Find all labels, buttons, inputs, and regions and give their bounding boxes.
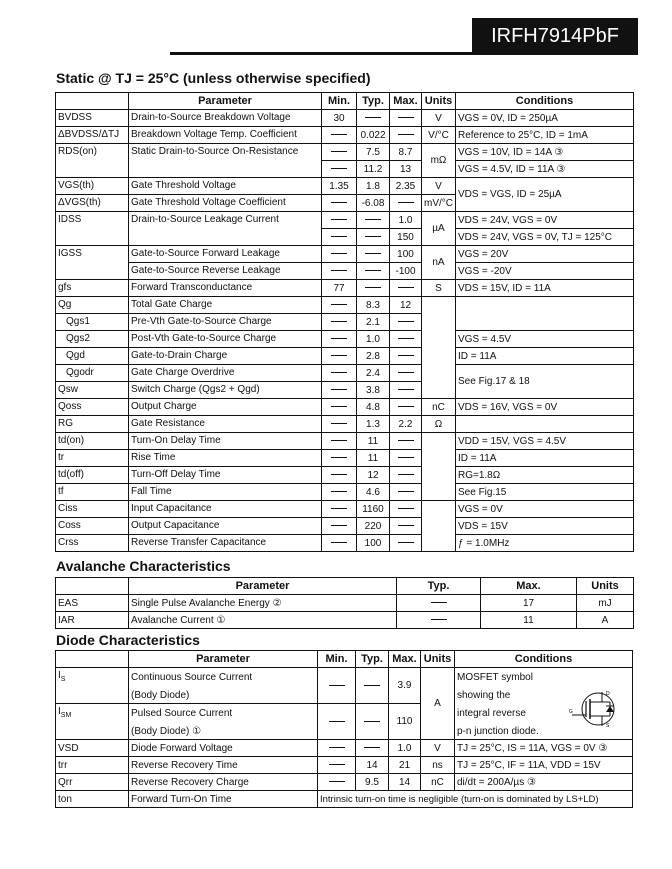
typ-cell: 9.5 bbox=[356, 774, 389, 791]
symbol-header bbox=[56, 93, 129, 110]
min-cell bbox=[322, 348, 357, 365]
conditions-cell: VGS = 4.5V bbox=[456, 331, 634, 348]
max-header: Max. bbox=[389, 651, 421, 668]
units-cell: V bbox=[422, 110, 456, 127]
typ-cell: 12 bbox=[357, 467, 390, 484]
conditions-cell: showing the bbox=[455, 687, 633, 704]
typ-header: Typ. bbox=[356, 651, 389, 668]
symbol-cell: trr bbox=[56, 757, 129, 774]
parameter-cell: Turn-Off Delay Time bbox=[129, 467, 322, 484]
max-cell bbox=[390, 127, 422, 144]
units-header: Units bbox=[422, 93, 456, 110]
parameter-cell: Drain-to-Source Leakage Current bbox=[129, 212, 322, 246]
conditions-cell: VDS = VGS, ID = 25µA bbox=[456, 178, 634, 212]
static-section-title: Static @ TJ = 25°C (unless otherwise specified) bbox=[56, 70, 371, 86]
symbol-cell: RG bbox=[56, 416, 129, 433]
units-cell: Ω bbox=[422, 416, 456, 433]
units-cell: A bbox=[577, 612, 634, 629]
conditions-cell: VGS = 10V, ID = 14A ③ bbox=[456, 144, 634, 161]
parameter-cell: Breakdown Voltage Temp. Coefficient bbox=[129, 127, 322, 144]
typ-cell: 14 bbox=[356, 757, 389, 774]
table-row bbox=[56, 416, 634, 433]
typ-cell: 11 bbox=[357, 450, 390, 467]
units-cell: nC bbox=[421, 774, 455, 791]
conditions-cell: di/dt = 200A/µs ③ bbox=[455, 774, 633, 791]
min-cell bbox=[322, 535, 357, 552]
max-cell: 150 bbox=[390, 229, 422, 246]
units-cell: mΩ bbox=[422, 144, 456, 178]
min-cell bbox=[322, 297, 357, 314]
conditions-cell: VDS = 15V, ID = 11A bbox=[456, 280, 634, 297]
parameter-cell: (Body Diode) ① bbox=[129, 723, 318, 740]
symbol-cell: td(off) bbox=[56, 467, 129, 484]
table-row bbox=[56, 740, 633, 757]
max-cell bbox=[390, 450, 422, 467]
table-header-row bbox=[56, 93, 634, 110]
min-cell: 77 bbox=[322, 280, 357, 297]
typ-cell: 1160 bbox=[357, 501, 390, 518]
max-cell bbox=[390, 518, 422, 535]
conditions-cell: TJ = 25°C, IS = 11A, VGS = 0V ③ bbox=[455, 740, 633, 757]
max-cell bbox=[390, 331, 422, 348]
conditions-cell: Intrinsic turn-on time is negligible (turn-on is dominated by LS+LD) bbox=[318, 791, 633, 808]
symbol-cell: tf bbox=[56, 484, 129, 501]
table-row bbox=[56, 501, 634, 518]
min-cell bbox=[322, 501, 357, 518]
table-row bbox=[56, 774, 633, 791]
conditions-header: Conditions bbox=[456, 93, 634, 110]
parameter-cell: (Body Diode) bbox=[129, 687, 318, 704]
max-cell: 110 bbox=[389, 704, 421, 740]
static-characteristics-table bbox=[55, 92, 634, 552]
symbol-cell: td(on) bbox=[56, 433, 129, 450]
conditions-cell: integral reverse bbox=[455, 704, 633, 724]
mosfet-symbol-icon bbox=[568, 689, 626, 729]
typ-cell bbox=[357, 212, 390, 229]
max-cell: 2.2 bbox=[390, 416, 422, 433]
max-cell: 3.9 bbox=[389, 668, 421, 704]
units-cell: mJ bbox=[577, 595, 634, 612]
max-cell bbox=[390, 314, 422, 331]
min-cell bbox=[322, 450, 357, 467]
table-header-row bbox=[56, 651, 633, 668]
max-cell bbox=[390, 195, 422, 212]
symbol-cell: EAS bbox=[56, 595, 129, 612]
table-row bbox=[56, 212, 634, 229]
parameter-cell: Gate-to-Drain Charge bbox=[129, 348, 322, 365]
symbol-cell: tr bbox=[56, 450, 129, 467]
min-cell bbox=[322, 382, 357, 399]
max-cell bbox=[390, 280, 422, 297]
symbol-cell: Qrr bbox=[56, 774, 129, 791]
symbol-header bbox=[56, 578, 129, 595]
symbol-header bbox=[56, 651, 129, 668]
symbol-cell: Qoss bbox=[56, 399, 129, 416]
typ-cell: 220 bbox=[357, 518, 390, 535]
max-cell: 21 bbox=[389, 757, 421, 774]
parameter-header: Parameter bbox=[129, 651, 318, 668]
units-cell bbox=[422, 501, 456, 552]
svg-text:D: D bbox=[606, 691, 610, 697]
typ-cell bbox=[356, 668, 389, 704]
table-row bbox=[56, 246, 634, 263]
min-cell bbox=[318, 757, 356, 774]
typ-cell: 0.022 bbox=[357, 127, 390, 144]
table-row bbox=[56, 365, 634, 382]
min-cell: 30 bbox=[322, 110, 357, 127]
units-cell: V bbox=[421, 740, 455, 757]
min-cell bbox=[322, 229, 357, 246]
table-row bbox=[56, 704, 633, 724]
parameter-cell: Forward Transconductance bbox=[129, 280, 322, 297]
conditions-cell: TJ = 25°C, IF = 11A, VDD = 15V bbox=[455, 757, 633, 774]
max-cell: 12 bbox=[390, 297, 422, 314]
max-cell: 100 bbox=[390, 246, 422, 263]
max-cell bbox=[390, 110, 422, 127]
symbol-cell: RDS(on) bbox=[56, 144, 129, 178]
max-cell bbox=[390, 365, 422, 382]
min-cell bbox=[322, 212, 357, 229]
units-cell: µA bbox=[422, 212, 456, 246]
max-cell bbox=[390, 484, 422, 501]
parameter-cell: Gate-to-Source Reverse Leakage bbox=[129, 263, 322, 280]
typ-cell bbox=[357, 246, 390, 263]
avalanche-section-title: Avalanche Characteristics bbox=[56, 558, 231, 574]
parameter-cell: Reverse Recovery Charge bbox=[129, 774, 318, 791]
symbol-cell bbox=[56, 687, 129, 704]
typ-cell: 11 bbox=[357, 433, 390, 450]
table-row bbox=[56, 144, 634, 161]
conditions-cell: VDS = 24V, VGS = 0V bbox=[456, 212, 634, 229]
min-cell bbox=[322, 518, 357, 535]
typ-header: Typ. bbox=[397, 578, 481, 595]
typ-cell bbox=[357, 263, 390, 280]
max-cell: 2.35 bbox=[390, 178, 422, 195]
min-cell bbox=[322, 161, 357, 178]
parameter-cell: Drain-to-Source Breakdown Voltage bbox=[129, 110, 322, 127]
min-cell bbox=[322, 314, 357, 331]
table-row bbox=[56, 399, 634, 416]
conditions-cell: VGS = 4.5V, ID = 11A ③ bbox=[456, 161, 634, 178]
units-cell: A bbox=[421, 668, 455, 740]
min-cell bbox=[322, 195, 357, 212]
table-row bbox=[56, 757, 633, 774]
symbol-cell: ΔBVDSS/ΔTJ bbox=[56, 127, 129, 144]
typ-cell: 8.3 bbox=[357, 297, 390, 314]
table-row bbox=[56, 484, 634, 501]
parameter-cell: Pre-Vth Gate-to-Source Charge bbox=[129, 314, 322, 331]
parameter-cell: Avalanche Current ① bbox=[129, 612, 397, 629]
typ-cell: 2.1 bbox=[357, 314, 390, 331]
units-cell bbox=[422, 297, 456, 399]
table-row bbox=[56, 127, 634, 144]
symbol-cell: IGSS bbox=[56, 246, 129, 280]
conditions-cell: VDS = 15V bbox=[456, 518, 634, 535]
conditions-cell: p-n junction diode. bbox=[455, 723, 633, 740]
table-row bbox=[56, 348, 634, 365]
min-cell bbox=[318, 774, 356, 791]
parameter-header: Parameter bbox=[129, 93, 322, 110]
min-cell bbox=[318, 704, 356, 740]
min-cell bbox=[322, 467, 357, 484]
symbol-cell: Qsw bbox=[56, 382, 129, 399]
table-row bbox=[56, 280, 634, 297]
conditions-cell: ID = 11A bbox=[456, 450, 634, 467]
min-header: Min. bbox=[318, 651, 356, 668]
max-cell bbox=[390, 467, 422, 484]
min-cell bbox=[322, 263, 357, 280]
symbol-cell: IAR bbox=[56, 612, 129, 629]
parameter-cell: Total Gate Charge bbox=[129, 297, 322, 314]
max-cell: 17 bbox=[481, 595, 577, 612]
typ-cell: 1.3 bbox=[357, 416, 390, 433]
svg-text:S: S bbox=[606, 723, 610, 729]
max-cell: 14 bbox=[389, 774, 421, 791]
min-cell bbox=[322, 127, 357, 144]
max-cell: 11 bbox=[481, 612, 577, 629]
parameter-cell: Forward Turn-On Time bbox=[129, 791, 318, 808]
typ-cell: 1.0 bbox=[357, 331, 390, 348]
table-row bbox=[56, 297, 634, 314]
symbol-cell: BVDSS bbox=[56, 110, 129, 127]
conditions-cell bbox=[456, 297, 634, 331]
table-row bbox=[56, 433, 634, 450]
parameter-cell: Gate-to-Source Forward Leakage bbox=[129, 246, 322, 263]
parameter-cell: Continuous Source Current bbox=[129, 668, 318, 688]
typ-cell: 2.8 bbox=[357, 348, 390, 365]
min-cell bbox=[322, 433, 357, 450]
conditions-cell: VGS = -20V bbox=[456, 263, 634, 280]
units-cell: V bbox=[422, 178, 456, 195]
symbol-cell: $I_S$ bbox=[56, 668, 129, 688]
conditions-cell: VGS = 20V bbox=[456, 246, 634, 263]
max-cell: 1.0 bbox=[390, 212, 422, 229]
max-cell bbox=[390, 501, 422, 518]
conditions-cell: See Fig.17 & 18 bbox=[456, 365, 634, 399]
typ-cell bbox=[356, 740, 389, 757]
conditions-cell: VDD = 15V, VGS = 4.5V bbox=[456, 433, 634, 450]
table-row bbox=[56, 535, 634, 552]
symbol-cell: Qg bbox=[56, 297, 129, 314]
parameter-cell: Pulsed Source Current bbox=[129, 704, 318, 724]
min-cell bbox=[322, 484, 357, 501]
units-header: Units bbox=[421, 651, 455, 668]
parameter-cell: Static Drain-to-Source On-Resistance bbox=[129, 144, 322, 178]
parameter-cell: Output Charge bbox=[129, 399, 322, 416]
conditions-cell: RG=1.8Ω bbox=[456, 467, 634, 484]
table-row bbox=[56, 791, 633, 808]
symbol-cell: VGS(th) bbox=[56, 178, 129, 195]
conditions-header: Conditions bbox=[455, 651, 633, 668]
min-cell bbox=[322, 365, 357, 382]
symbol-cell: Crss bbox=[56, 535, 129, 552]
parameter-cell: Diode Forward Voltage bbox=[129, 740, 318, 757]
min-cell bbox=[318, 668, 356, 704]
conditions-cell: VDS = 16V, VGS = 0V bbox=[456, 399, 634, 416]
max-cell: 8.7 bbox=[390, 144, 422, 161]
table-row bbox=[56, 450, 634, 467]
typ-cell bbox=[357, 280, 390, 297]
min-cell: 1.35 bbox=[322, 178, 357, 195]
min-cell bbox=[322, 416, 357, 433]
typ-cell: 1.8 bbox=[357, 178, 390, 195]
typ-cell bbox=[357, 229, 390, 246]
parameter-cell: Gate Threshold Voltage Coefficient bbox=[129, 195, 322, 212]
typ-cell: -6.08 bbox=[357, 195, 390, 212]
typ-cell: 3.8 bbox=[357, 382, 390, 399]
conditions-cell: ƒ = 1.0MHz bbox=[456, 535, 634, 552]
typ-cell: 4.6 bbox=[357, 484, 390, 501]
max-header: Max. bbox=[390, 93, 422, 110]
table-row bbox=[56, 331, 634, 348]
units-cell: S bbox=[422, 280, 456, 297]
symbol-cell: Coss bbox=[56, 518, 129, 535]
parameter-cell: Reverse Recovery Time bbox=[129, 757, 318, 774]
max-cell bbox=[390, 433, 422, 450]
typ-header: Typ. bbox=[357, 93, 390, 110]
conditions-cell: MOSFET symbol bbox=[455, 668, 633, 688]
parameter-cell: Fall Time bbox=[129, 484, 322, 501]
min-cell bbox=[322, 246, 357, 263]
parameter-cell: Input Capacitance bbox=[129, 501, 322, 518]
symbol-cell: Ciss bbox=[56, 501, 129, 518]
svg-text:G: G bbox=[569, 709, 573, 715]
min-header: Min. bbox=[322, 93, 357, 110]
conditions-cell: ID = 11A bbox=[456, 348, 634, 365]
units-cell: nC bbox=[422, 399, 456, 416]
min-cell bbox=[322, 399, 357, 416]
typ-cell: 11.2 bbox=[357, 161, 390, 178]
units-header: Units bbox=[577, 578, 634, 595]
parameter-cell: Rise Time bbox=[129, 450, 322, 467]
typ-cell bbox=[357, 110, 390, 127]
max-header: Max. bbox=[481, 578, 577, 595]
table-row bbox=[56, 263, 634, 280]
symbol-cell: $I_{SM}$ bbox=[56, 704, 129, 724]
typ-cell: 4.8 bbox=[357, 399, 390, 416]
min-cell bbox=[322, 144, 357, 161]
table-row bbox=[56, 178, 634, 195]
table-row bbox=[56, 668, 633, 688]
conditions-cell: VGS = 0V, ID = 250µA bbox=[456, 110, 634, 127]
symbol-cell: Qgd bbox=[56, 348, 129, 365]
typ-cell bbox=[397, 612, 481, 629]
parameter-cell: Turn-On Delay Time bbox=[129, 433, 322, 450]
symbol-cell: VSD bbox=[56, 740, 129, 757]
conditions-cell: See Fig.15 bbox=[456, 484, 634, 501]
parameter-header: Parameter bbox=[129, 578, 397, 595]
typ-cell bbox=[397, 595, 481, 612]
symbol-cell bbox=[56, 723, 129, 740]
max-cell: -100 bbox=[390, 263, 422, 280]
table-header-row bbox=[56, 578, 634, 595]
symbol-cell: ΔVGS(th) bbox=[56, 195, 129, 212]
symbol-cell: ton bbox=[56, 791, 129, 808]
parameter-cell: Gate Threshold Voltage bbox=[129, 178, 322, 195]
parameter-cell: Gate Charge Overdrive bbox=[129, 365, 322, 382]
max-cell: 1.0 bbox=[389, 740, 421, 757]
symbol-cell: IDSS bbox=[56, 212, 129, 246]
part-number-label: IRFH7914PbF bbox=[472, 18, 638, 54]
symbol-cell: Qgs1 bbox=[56, 314, 129, 331]
typ-cell: 7.5 bbox=[357, 144, 390, 161]
parameter-cell: Gate Resistance bbox=[129, 416, 322, 433]
conditions-cell: Reference to 25°C, ID = 1mA bbox=[456, 127, 634, 144]
typ-cell bbox=[356, 704, 389, 740]
parameter-cell: Single Pulse Avalanche Energy ② bbox=[129, 595, 397, 612]
max-cell bbox=[390, 399, 422, 416]
max-cell bbox=[390, 348, 422, 365]
units-cell: nA bbox=[422, 246, 456, 280]
units-cell: mV/°C bbox=[422, 195, 456, 212]
units-cell bbox=[422, 433, 456, 501]
min-cell bbox=[318, 740, 356, 757]
table-row bbox=[56, 110, 634, 127]
parameter-cell: Output Capacitance bbox=[129, 518, 322, 535]
parameter-cell: Switch Charge (Qgs2 + Qgd) bbox=[129, 382, 322, 399]
table-row bbox=[56, 595, 634, 612]
min-cell bbox=[322, 331, 357, 348]
conditions-cell bbox=[456, 416, 634, 433]
units-cell: V/°C bbox=[422, 127, 456, 144]
table-row bbox=[56, 518, 634, 535]
typ-cell: 2.4 bbox=[357, 365, 390, 382]
symbol-cell: Qgodr bbox=[56, 365, 129, 382]
max-cell bbox=[390, 382, 422, 399]
typ-cell: 100 bbox=[357, 535, 390, 552]
symbol-cell: gfs bbox=[56, 280, 129, 297]
avalanche-characteristics-table bbox=[55, 577, 634, 629]
symbol-cell: Qgs2 bbox=[56, 331, 129, 348]
conditions-cell: VDS = 24V, VGS = 0V, TJ = 125°C bbox=[456, 229, 634, 246]
parameter-cell: Post-Vth Gate-to-Source Charge bbox=[129, 331, 322, 348]
conditions-cell: VGS = 0V bbox=[456, 501, 634, 518]
max-cell bbox=[390, 535, 422, 552]
max-cell: 13 bbox=[390, 161, 422, 178]
table-row bbox=[56, 467, 634, 484]
parameter-cell: Reverse Transfer Capacitance bbox=[129, 535, 322, 552]
diode-section-title: Diode Characteristics bbox=[56, 632, 200, 648]
diode-characteristics-table bbox=[55, 650, 633, 808]
table-row bbox=[56, 612, 634, 629]
units-cell: ns bbox=[421, 757, 455, 774]
